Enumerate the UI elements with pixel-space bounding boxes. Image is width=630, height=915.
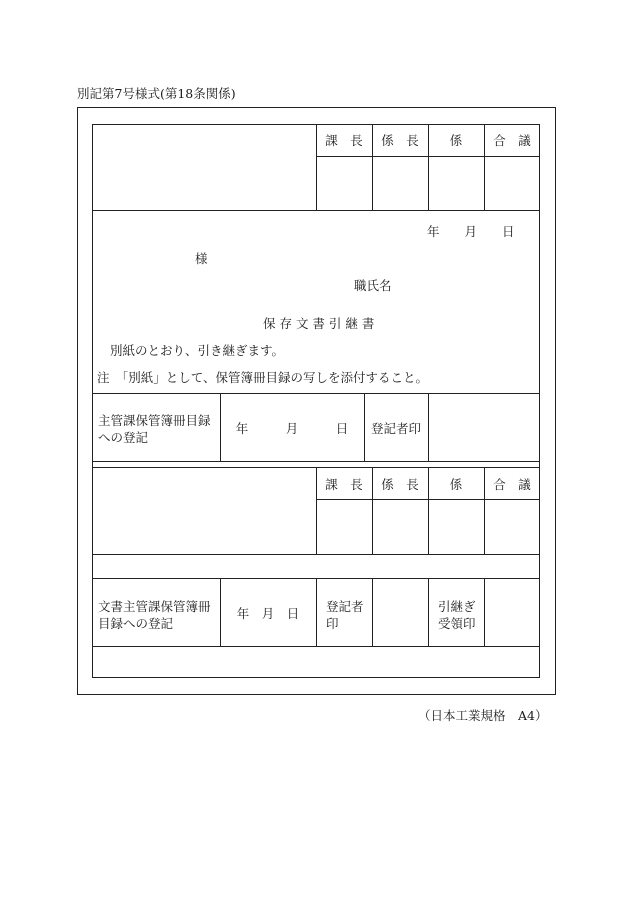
registration2-registrant-line2: 印 — [326, 616, 339, 631]
letter-date: 年 月 日 — [427, 224, 515, 239]
registration2-receiver-line2: 受領印 — [438, 616, 476, 631]
registration2-date: 年 月 日 — [236, 606, 300, 621]
approval2-header-section-chief: 課 長 — [325, 477, 363, 492]
registration2-registrant-line1: 登記者 — [326, 599, 364, 614]
addressee-suffix: 様 — [195, 251, 208, 266]
approval2-header-staff: 係 — [449, 477, 463, 492]
registration2-label-line2: 目録への登記 — [98, 616, 174, 631]
approval-header-consultation: 合 議 — [493, 133, 531, 148]
approval-header-subsection-chief: 係 長 — [381, 133, 419, 148]
approval2-header-consultation: 合 議 — [493, 477, 531, 492]
registration1-label-line2: への登記 — [98, 430, 149, 445]
paper-size-note: （日本工業規格 A4） — [418, 708, 548, 723]
sender-name: 職氏名 — [354, 278, 392, 293]
form-number-header: 別記第7号様式(第18条関係) — [77, 86, 236, 101]
registration2-label-line1: 文書主管課保管簿冊 — [98, 599, 211, 614]
letter-note: 注 「別紙」として、保管簿冊目録の写しを添付すること。 — [97, 370, 429, 385]
approval-header-section-chief: 課 長 — [325, 133, 363, 148]
approval-header-staff: 係 — [449, 133, 463, 148]
registration1-date: 年 月 日 — [235, 421, 349, 436]
letter-body: 別紙のとおり、引き継ぎます。 — [110, 343, 285, 358]
approval2-header-subsection-chief: 係 長 — [381, 477, 419, 492]
registration1-label-line1: 主管課保管簿冊目録 — [98, 413, 211, 428]
registration1-seal-label: 登記者印 — [370, 421, 421, 436]
document-title: 保 存 文 書 引 継 書 — [263, 316, 375, 331]
registration2-receiver-line1: 引継ぎ — [438, 599, 476, 614]
